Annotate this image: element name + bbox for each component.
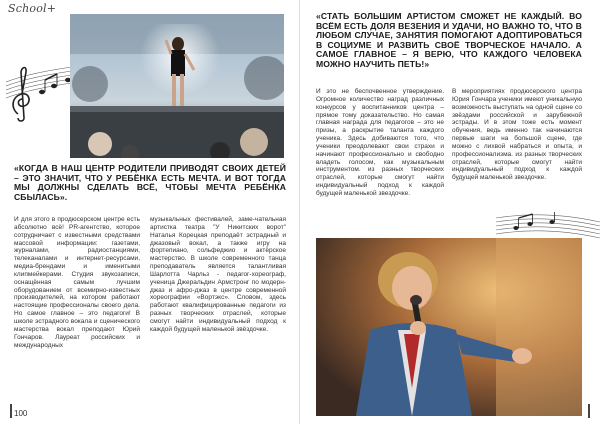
concert-stage-photo [70, 14, 284, 158]
magazine-logo [8, 2, 56, 15]
right-pull-quote: «СТАТЬ БОЛЬШИМ АРТИСТОМ СМОЖЕТ НЕ КАЖДЫЙ. ВО ВСЁМ ЕСТЬ ДОЛЯ ВЕЗЕНИЯ И УДАЧИ, НО ВАЖНО ТО, ЧТО В ЛЮБОМ СЛУЧАЕ, ЗАНЯТИЯ ПОМОГАЮТ АДОПТИРОВАТЬСЯ В СОЦИУМЕ И РАЗВИТЬ СВОЁ ТВОРЧЕСКОЕ НАЧАЛО. А САМОЕ ГЛАВНОЕ – Я ВЕРЮ, ЧТО КАЖДОГО ЧЕЛОВЕКА МОЖНО НАУЧИТЬ ПЕТЬ!» [316, 11, 582, 69]
logo-plus: + [46, 2, 57, 15]
page-number-bracket-left [10, 404, 12, 418]
right-column-2-text: В мероприятиях продюсерского центра Юрия Гончара ученики имеют уникальную возможность выступать на одной сцене со звёздами российской и зарубежной эстрады. И в этом тоже есть момент обучения, ведь именно так начинаются первые шаги на большой сцене, где можно с лихвой набраться и опыта, и профессионализма. из разных творческих отраслей, которые смогут найти индивидуальный подход к каждой будущей маленькой звездочке. [452, 88, 582, 182]
page-number: 100 [14, 409, 28, 418]
right-column-1-text: И это не беспочвенное утверждение. Огромное количество наград различных конкурсов у воспитанников центра – прямое тому доказательство. Но самая главная награда для педагогов – это не призы, а раскрытие таланта каждого ученика. Здесь добиваются того, что ученики преодолевают свои страхи и начинают профессионально и свободно владеть голосом, как музыкальным инструментом. из разных творческих отраслей, которые смогут найти индивидуальный подход к каждой будущей маленькой звездочке. [316, 88, 444, 197]
right-page [300, 0, 600, 424]
page-bracket-right [588, 404, 590, 418]
left-column-2-text: музыкальных фестивалей, заме-чательная артистка театра "У Никитских ворот" Наталья Корецкая преподаёт эстрадный и джазовый вокал, а также игру на фортепиано, сольфеджио и актёрское мастерство. В школе современного танца преподаватель является талантливая Шарлотта Чарльз - педагог-хореограф, ученица Джеральдин Армстронг по модерн-джаз и афро-джаз в центре современной хореографии «Вортэкс». Словом, здесь работают квалифицированные педагоги из разных творческих отраслей, которые смогут найти индивидуальный подход к каждой будущей маленькой звёздочке. [150, 216, 286, 333]
left-pull-quote: «КОГДА В НАШ ЦЕНТР РОДИТЕЛИ ПРИВОДЯТ СВОИХ ДЕТЕЙ – ЭТО ЗНАЧИТ, ЧТО У РЕБЁНКА ЕСТЬ МЕЧТА. И ВОТ ТОГДА МЫ ДОЛЖНЫ СДЕЛАТЬ ВСЁ, ЧТОБЫ МЕЧТА РЕБЁНКА СБЫЛАСЬ». [14, 163, 286, 202]
logo-text: School [8, 2, 47, 15]
left-column-1-text: И для этого в продюсерском центре есть абсолютно всё! PR-агентство, которое сотрудничает с известными средствами массовой информации: газетами, журналами, радиостанциями, телеканалами и интернет-ресурсами, медиа-брендами и именитыми клипмейкерами. Студия звукозаписи, оснащённая самым лучшим оборудованием от всемирно-известных производителей, на котором работают настоящие профессионалы своего дела. Но самое главное – это педагоги! В школе эстрадного вокала и сценического мастерства вокал преподают Юрий Гончаров. Лауреат российских и международных [14, 216, 140, 349]
boy-singing-photo [316, 238, 582, 416]
